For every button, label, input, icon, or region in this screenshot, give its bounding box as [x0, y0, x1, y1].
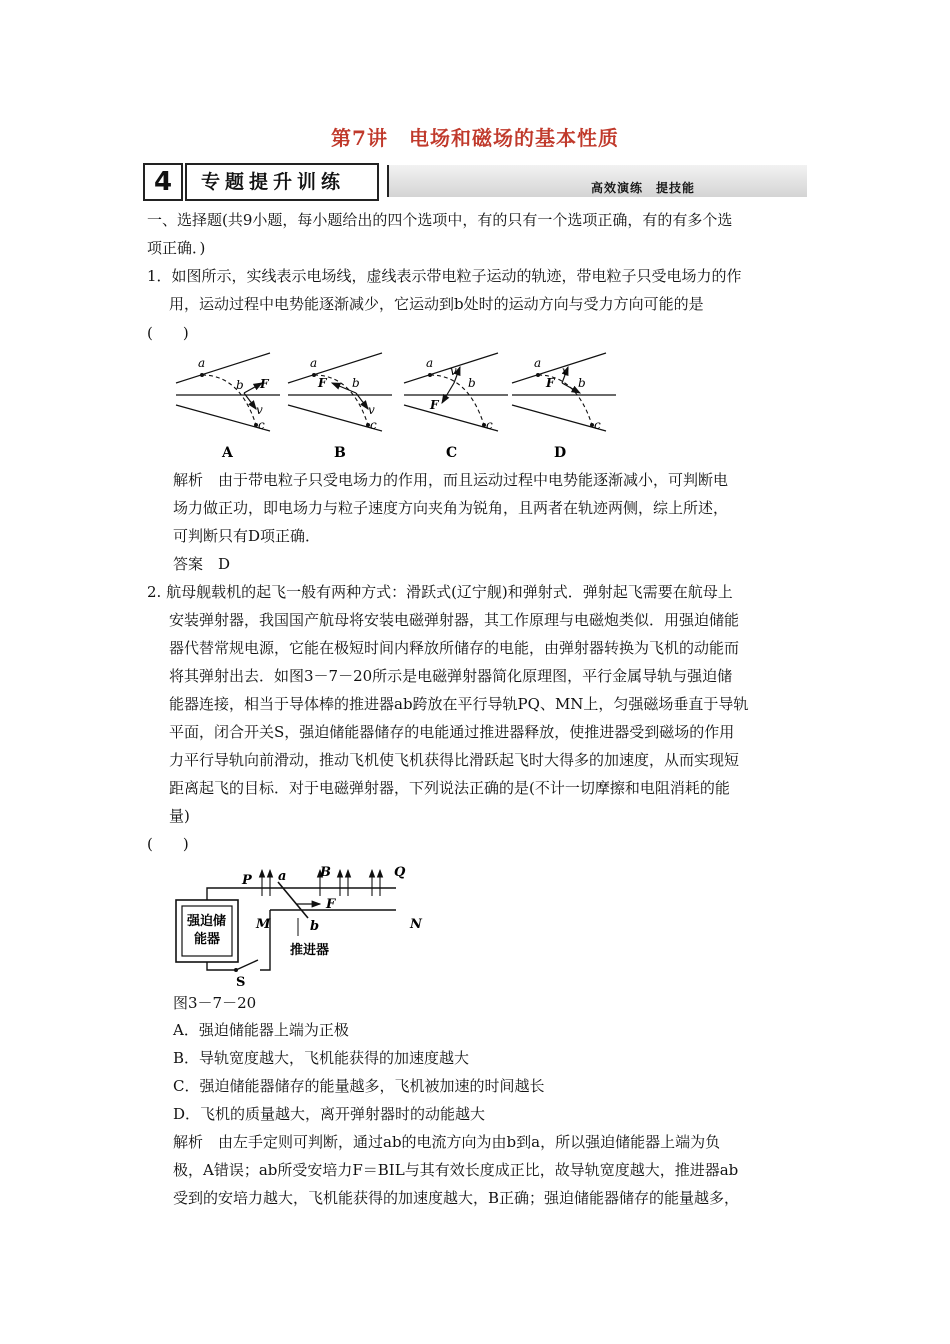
q1-option-c: C	[446, 445, 458, 461]
q1-b-label-v: v	[368, 403, 375, 417]
q1-option-a-figure	[176, 353, 280, 461]
q1-a-label-F: F	[260, 377, 269, 391]
q1-line-1: 1．如图所示，实线表示电场线，虚线表示带电粒子运动的轨迹，带电粒子只受电场力的作	[147, 267, 742, 285]
q1-d-label-c: c	[594, 418, 601, 432]
q1-option-d: D	[554, 445, 567, 461]
q1-line-2: 用，运动过程中电势能逐渐减少，它运动到b处时的运动方向与受力方向可能的是	[169, 295, 704, 313]
q2-label-B: B	[320, 865, 331, 880]
q2-line-5: 能器连接，相当于导体棒的推进器ab跨放在平行导轨PQ、MN上，匀强磁场垂直于导轨	[169, 695, 749, 713]
q1-d-label-b: b	[578, 376, 586, 390]
q2-label-b: b	[310, 919, 320, 934]
q2-line-7: 力平行导轨向前滑动，推动飞机使飞机获得比滑跃起飞时大得多的加速度，从而实现短	[169, 751, 740, 769]
q2-figure-caption: 图3－7－20	[173, 994, 257, 1012]
q2-figure	[170, 858, 450, 988]
q1-a-label-a: a	[198, 356, 206, 370]
q1-analysis-line-1: 解析 由于带电粒子只受电场力的作用，而且运动过程中电势能逐渐减小，可判断电	[173, 471, 729, 489]
q1-b-label-a: a	[310, 356, 318, 370]
q2-line-1: 2. 航母舰载机的起飞一般有两种方式：滑跃式(辽宁舰)和弹射式．弹射起飞需要在航母上	[147, 583, 733, 601]
q1-d-label-a: a	[534, 356, 542, 370]
q1-option-d-figure	[512, 353, 616, 461]
q2-label-pusher: 推进器	[290, 943, 330, 958]
section-intro-line-1: 一、选择题(共9小题，每小题给出的四个选项中，有的只有一个选项正确，有的有多个选	[147, 211, 733, 229]
q2-bracket: ( )	[147, 835, 189, 853]
q1-a-label-c: c	[258, 418, 265, 432]
q2-option-a: A．强迫储能器上端为正极	[173, 1021, 349, 1039]
q1-a-label-b: b	[236, 378, 244, 392]
q1-d-label-F: F	[546, 376, 555, 390]
q1-c-label-v: v	[450, 364, 457, 378]
q1-b-label-c: c	[370, 418, 377, 432]
q2-line-3: 器代替常规电源，它能在极短时间内释放所储存的电能，由弹射器转换为飞机的动能而	[169, 639, 740, 657]
q1-analysis-line-2: 场力做正功，即电场力与粒子速度方向夹角为锐角，且两者在轨迹两侧，综上所述，	[173, 499, 729, 517]
banner-label: 专题提升训练	[185, 163, 379, 201]
q1-answer: 答案 D	[173, 555, 231, 573]
q2-analysis-line-2: 极，A错误；ab所受安培力F＝BIL与其有效长度成正比，故导轨宽度越大，推进器ab	[173, 1161, 739, 1179]
q2-label-M: M	[256, 917, 271, 932]
q1-option-a: A	[222, 445, 233, 461]
q2-analysis-line-3: 受到的安培力越大，飞机能获得的加速度越大，B正确；强迫储能器储存的能量越多，	[173, 1189, 740, 1207]
q1-b-label-F: F	[318, 376, 327, 390]
banner-slogan: 高效演练 提技能	[590, 181, 695, 195]
section-banner	[143, 163, 807, 199]
q1-option-b: B	[334, 445, 346, 461]
q1-b-label-b: b	[352, 376, 360, 390]
q2-box-label-2: 能器	[194, 932, 221, 947]
section-intro-line-2: 项正确．)	[147, 239, 206, 257]
q1-option-b-figure	[288, 353, 392, 461]
page-title: 第7讲 电场和磁场的基本性质	[331, 126, 619, 150]
q2-analysis-line-1: 解析 由左手定则可判断，通过ab的电流方向为由b到a，所以强迫储能器上端为负	[173, 1133, 721, 1151]
q2-label-P: P	[242, 873, 252, 888]
q1-c-label-b: b	[468, 376, 476, 390]
q1-c-label-a: a	[426, 356, 434, 370]
q2-label-a: a	[278, 869, 287, 884]
q2-label-S: S	[236, 975, 246, 988]
q1-option-c-figure	[404, 353, 508, 461]
q1-bracket: ( )	[147, 324, 189, 342]
q1-a-label-v: v	[256, 403, 263, 417]
q2-option-c: C．强迫储能器储存的能量越多，飞机被加速的时间越长	[173, 1077, 545, 1095]
q1-c-label-F: F	[430, 398, 439, 412]
q2-line-9: 量)	[169, 807, 190, 825]
q2-label-Q: Q	[394, 865, 406, 880]
q1-figure	[170, 345, 620, 465]
q2-line-8: 距离起飞的目标．对于电磁弹射器，下列说法正确的是(不计一切摩擦和电阻消耗的能	[169, 779, 730, 797]
q2-option-b: B．导轨宽度越大，飞机能获得的加速度越大	[173, 1049, 470, 1067]
q1-c-label-c: c	[486, 418, 493, 432]
q2-option-d: D．飞机的质量越大，离开弹射器时的动能越大	[173, 1105, 486, 1123]
q2-box-label-1: 强迫储	[187, 914, 227, 929]
q2-line-2: 安装弹射器，我国国产航母将安装电磁弹射器，其工作原理与电磁炮类似．用强迫储能	[169, 611, 740, 629]
q2-label-F: F	[326, 897, 336, 912]
q1-analysis-line-3: 可判断只有D项正确．	[173, 527, 321, 545]
q1-d-label-v: v	[562, 364, 569, 378]
q2-line-4: 将其弹射出去．如图3－7－20所示是电磁弹射器简化原理图，平行金属导轨与强迫储	[169, 667, 733, 685]
q2-label-N: N	[410, 917, 422, 932]
q2-line-6: 平面，闭合开关S，强迫储能器储存的电能通过推进器释放，使推进器受到磁场的作用	[169, 723, 735, 741]
banner-number: 4	[143, 163, 183, 201]
